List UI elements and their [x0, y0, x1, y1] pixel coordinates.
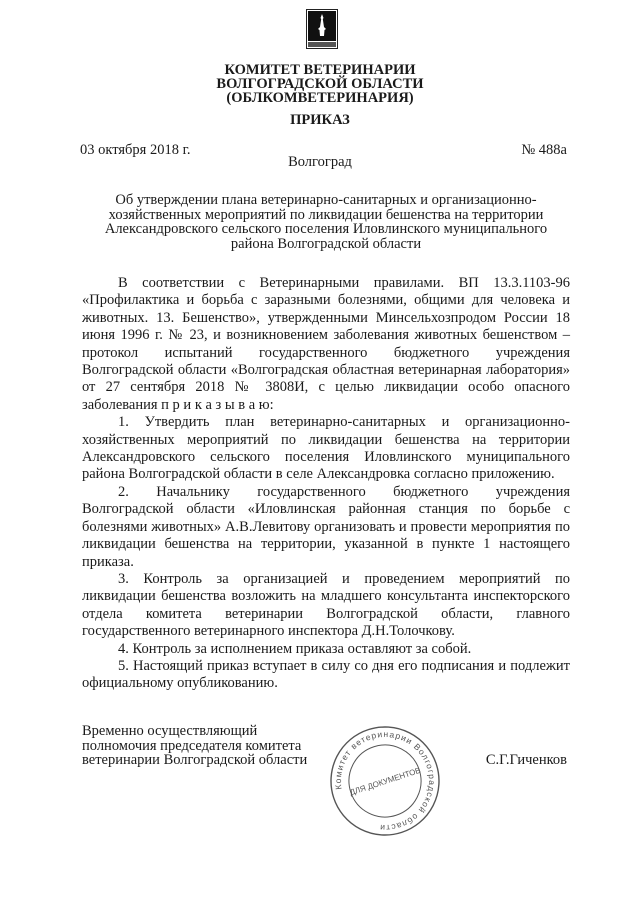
paragraph-item-2: 2. Начальнику государственного бюджетного учреждения Волгоградской области «Иловлинская районная станция по борьбе с болезнями животных» А.В.Левитову организовать и провести мероприятия по ликвидации бешенства на территории, указанной в пункте 1 настоящего приказа.	[82, 483, 570, 570]
paragraph-preamble: В соответствии с Ветеринарными правилами. ВП 13.3.1103-96 «Профилактика и борьба с заразными болезнями, общими для человека и животных. 13. Бешенство», утвержденными Минсельхозпродом России 18 июня 1996 г. № 23, и возникновением заболевания животных бешенством – протокол испытаний государственного бюджетного учреждения Волгоградской области «Волгоградская областная ветеринарная лаборатория» от 27 сентября 2018 № 3808И, с целью ликвидации особо опасного заболевания п р и к а з ы в а ю:	[82, 275, 570, 413]
signatory-position: Временно осуществляющий полномочия председателя комитета ветеринарии Волгоградской области	[82, 723, 308, 768]
org-name-line1: КОМИТЕТ ВЕТЕРИНАРИИ	[224, 62, 416, 78]
stamp-ring-text: Комитет ветеринарии Волгоградской области	[332, 728, 438, 834]
paragraph-item-5: 5. Настоящий приказ вступает в силу со дня его подписания и подлежит официальному опубликованию.	[82, 657, 570, 692]
order-number: № 488а	[521, 142, 567, 158]
doc-type-title: ПРИКАЗ	[290, 112, 350, 128]
volgograd-emblem-icon	[306, 9, 338, 49]
paragraph-item-3: 3. Контроль за организацией и проведением мероприятий по ликвидации бешенства возложить на младшего консультанта инспекторского отдела комитета ветеринарии Волгоградской области, главного государственного ветеринарного инспектора Д.Н.Толочкову.	[82, 570, 570, 640]
order-body	[82, 275, 570, 693]
org-name-line2: ВОЛГОГРАДСКОЙ ОБЛАСТИ	[216, 76, 424, 92]
order-subject: Об утверждении плана ветеринарно-санитарных и организационно-хозяйственных мероприятий по ликвидации бешенства на территории Александровского сельского поселения Иловлинского муниципального района Волгоградской области	[104, 192, 548, 252]
signatory-name: С.Г.Гиченков	[485, 752, 567, 768]
org-name-line3: (ОБЛКОМВЕТЕРИНАРИЯ)	[226, 90, 414, 106]
order-city: Волгоград	[288, 154, 352, 170]
official-stamp	[326, 722, 444, 840]
stamp-center-text: ДЛЯ ДОКУМЕНТОВ	[348, 765, 422, 798]
paragraph-item-1: 1. Утвердить план ветеринарно-санитарных и организационно-хозяйственных мероприятий по ликвидации бешенства на территории Александровского сельского поселения Иловлинского муниципального района Волгоградской области в селе Александровка согласно приложению.	[82, 414, 570, 483]
paragraph-item-4: 4. Контроль за исполнением приказа оставляют за собой.	[118, 640, 472, 657]
order-date: 03 октября 2018 г.	[80, 142, 191, 158]
